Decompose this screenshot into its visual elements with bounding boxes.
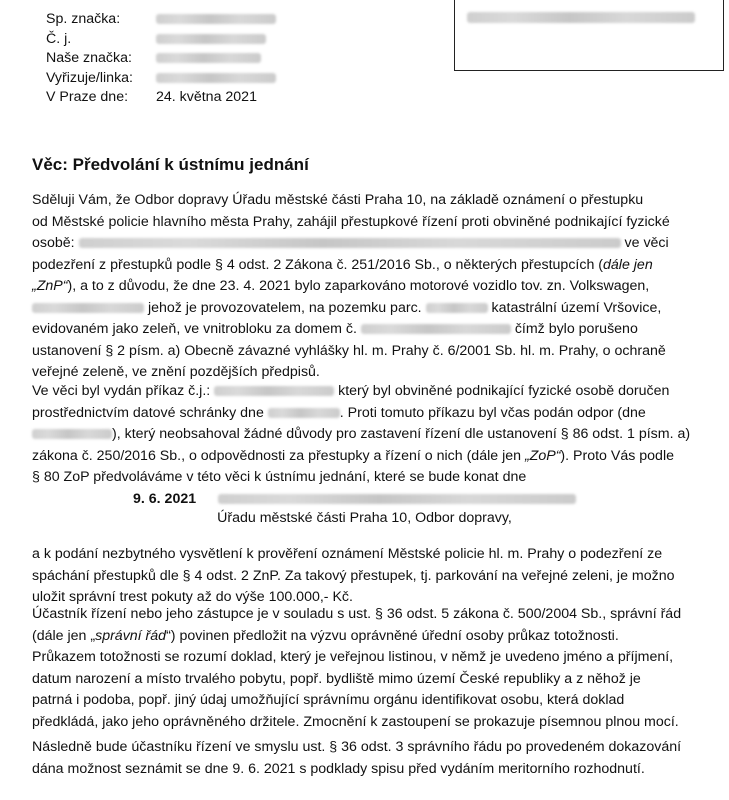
- text-line: spáchání přestupků dle § 4 odst. 2 ZnP. Za takový přestupek, tj. parkování na veřejné zeleni, je možno: [32, 567, 675, 584]
- text-line: zákona č. 250/2016 Sb., o odpovědnosti za přestupky a řízení o nich (dále jen „ZoP“). Proto Vás podle: [32, 447, 674, 464]
- text-line: od Městské policie hlavního města Prahy, zahájil přestupkové řízení proti obviněné podnikající fyzické: [32, 213, 670, 230]
- paragraph-1: [32, 190, 712, 384]
- text-line: osobě: ve věci: [32, 235, 669, 251]
- text-line: Ve věci byl vydán příkaz č.j.: který byl obviněné podnikající fyzické osobě doručen: [32, 383, 670, 399]
- redacted-reference: [214, 386, 334, 396]
- vyrizuje-label: Vyřizuje/linka:: [46, 69, 133, 86]
- cj-label: Č. j.: [46, 30, 72, 47]
- redacted-address: [467, 12, 695, 23]
- paragraph-3: [32, 544, 712, 609]
- redacted-value: [156, 34, 266, 44]
- text-line: podezření z přestupků podle § 4 odst. 2 Zákona č. 251/2016 Sb., o některých přestupcích (dále jen: [32, 256, 653, 273]
- header-row-vyrizuje: [46, 69, 276, 89]
- paragraph-2: [32, 381, 712, 489]
- text-line: dána možnost seznámit se dne 9. 6. 2021 s podklady spisu před vydáním meritorního rozhodnutí.: [32, 760, 645, 777]
- header-row-sp: [46, 10, 276, 30]
- text-line: datum narození a místo trvalého pobytu, popř. bydliště mimo území České republiky a z něhož je: [32, 670, 641, 687]
- text-line: veřejné zeleně, ve znění pozdějších předpisů.: [32, 364, 320, 380]
- redacted-value: [156, 14, 276, 24]
- header-row-date: [46, 88, 276, 108]
- redacted-time-place: [218, 494, 576, 504]
- redacted-plate: [32, 303, 144, 313]
- text-line: ustanovení § 2 písm. a) Obecně závazné vyhlášky hl. m. Prahy č. 6/2001 Sb. hl. m. Prahy, o ochraně: [32, 342, 666, 359]
- paragraph-4: [32, 604, 712, 733]
- redacted-date: [268, 408, 340, 418]
- redacted-house: [361, 324, 511, 334]
- text-line: Sděluji Vám, že Odbor dopravy Úřadu městské části Praha 10, na základě oznámení o přestupku: [32, 192, 644, 208]
- text-line: Následně bude účastníku řízení ve smyslu ust. § 36 odst. 3 správního řádu po provedeném dokazování: [32, 739, 682, 755]
- hearing-office: Úřadu městské části Praha 10, Odbor dopravy,: [217, 510, 512, 526]
- text-line: jehož je provozovatelem, na pozemku parc. katastrální území Vršovice,: [32, 298, 712, 320]
- redacted-value: [156, 73, 276, 83]
- text-line: předkládá, jako jeho oprávněného držitele. Zmocnění k zastoupení se prokazuje písemnou plnou mocí.: [32, 713, 679, 730]
- text-line: Účastník řízení nebo jeho zástupce je v souladu s ust. § 36 odst. 5 zákona č. 500/2004 Sb., správní řád: [32, 606, 682, 622]
- header-row-cj: [46, 30, 276, 50]
- text-line: uložit správní trest pokuty až do výše 100.000,- Kč.: [32, 589, 353, 605]
- date-value: 24. května 2021: [156, 89, 257, 105]
- text-line: evidovaném jako zeleň, ve vnitrobloku za domem č. čímž bylo porušeno: [32, 321, 638, 337]
- text-line: (dále jen „správní řád“) povinen předložit na výzvu oprávněné úřední osoby průkaz totožnosti.: [32, 627, 619, 644]
- text-line: Průkazem totožnosti se rozumí doklad, který je veřejnou listinou, v němž je uvedeno jméno a příjmení,: [32, 649, 674, 665]
- hearing-date-line: [133, 491, 576, 507]
- redacted-parcel: [426, 303, 488, 313]
- text-line: ), který neobsahoval žádné důvody pro zastavení řízení dle ustanovení § 86 odst. 1 písm. a): [32, 424, 712, 446]
- document-title: Věc: Předvolání k ústnímu jednání: [32, 155, 309, 174]
- header-row-nase: [46, 49, 276, 69]
- paragraph-5: [32, 737, 712, 780]
- redacted-value: [156, 53, 261, 63]
- text-line: a k podání nezbytného vysvětlení k prověření oznámení Městské policie hl. m. Prahy o podezření ze: [32, 546, 663, 562]
- hearing-date: 9. 6. 2021: [133, 491, 197, 507]
- nase-label: Naše značka:: [46, 50, 132, 66]
- redacted-name: [79, 238, 621, 248]
- text-line: „ZnP“), a to z důvodu, že dne 23. 4. 2021 bylo zaparkováno motorové vozidlo tov. zn. Volkswagen,: [32, 278, 650, 294]
- date-label: V Praze dne:: [46, 89, 129, 105]
- document-header: [46, 10, 276, 108]
- recipient-address-box: [454, 0, 724, 71]
- redacted-date: [32, 429, 112, 439]
- text-line: prostřednictvím datové schránky dne . Proti tomuto příkazu byl včas podán odpor (dne: [32, 404, 646, 421]
- sp-label: Sp. značka:: [46, 11, 121, 27]
- text-line: § 80 ZoP předvoláváme v této věci k ústnímu jednání, které se bude konat dne: [32, 469, 527, 485]
- text-line: patrná i podoba, popř. jiný údaj umožňující správnímu orgánu identifikovat osobu, která doklad: [32, 692, 625, 708]
